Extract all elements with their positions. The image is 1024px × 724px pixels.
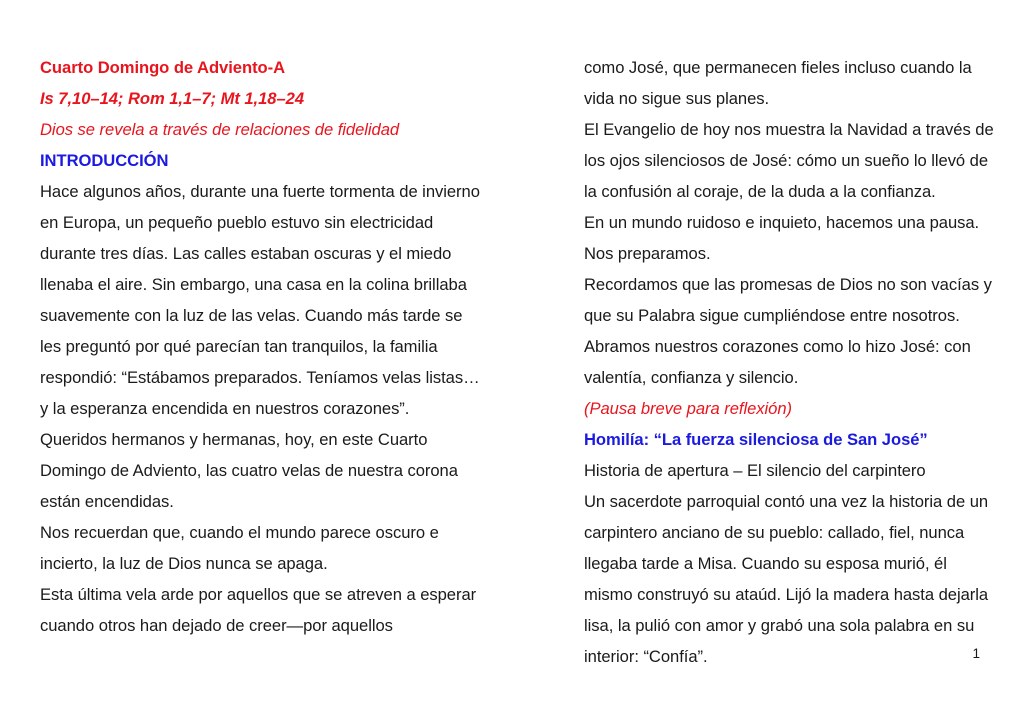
paragraph: En un mundo ruidoso e inquieto, hacemos una pausa. Nos preparamos. (584, 213, 984, 263)
scripture-reference: Is 7,10–14; Rom 1,1–7; Mt 1,18–24 (40, 89, 305, 108)
right-column (492, 52, 1024, 672)
section-heading-introduccion: INTRODUCCIÓN (40, 151, 169, 170)
paragraph: Abramos nuestros corazones como lo hizo José: con valentía, confianza y silencio. (584, 337, 976, 387)
pause-note: (Pausa breve para reflexión) (584, 399, 792, 418)
paragraph: Queridos hermanos y hermanas, hoy, en este Cuarto Domingo de Adviento, las cuatro velas de nuestra corona están encendidas. (40, 430, 463, 511)
two-column-layout (0, 52, 1024, 672)
left-column (0, 52, 492, 641)
paragraph: Esta última vela arde por aquellos que se atreven a esperar cuando otros han dejado de creer—por aquellos (40, 585, 481, 635)
page-number: 1 (972, 646, 980, 661)
document-subtitle: Dios se revela a través de relaciones de fidelidad (40, 120, 400, 139)
document-title: Cuarto Domingo de Adviento-A (40, 58, 286, 77)
paragraph: Hace algunos años, durante una fuerte tormenta de invierno en Europa, un pequeño pueblo estuvo sin electricidad durante tres días. Las calles estaban oscuras y el miedo llenaba el aire. Sin embargo, una casa en la colina brillaba suavemente con la luz de las velas. Cuando más tarde se les preguntó por qué parecían tan tranquilos, la familia respondió: “Estábamos preparados. Teníamos velas listas… y la esperanza encendida en nuestros corazones”. (40, 182, 485, 418)
homily-heading: Homilía: “La fuerza silenciosa de San José” (584, 430, 928, 449)
paragraph: Un sacerdote parroquial contó una vez la historia de un carpintero anciano de su pueblo: callado, fiel, nunca llegaba tarde a Misa. Cuando su esposa murió, él mismo construyó su ataúd. Lijó la madera hasta dejarla lisa, la pulió con amor y grabó una sola palabra en su interior: “Confía”. (584, 492, 993, 666)
paragraph: como José, que permanecen fieles incluso cuando la vida no sigue sus planes. (584, 58, 977, 108)
paragraph: Nos recuerdan que, cuando el mundo parece oscuro e incierto, la luz de Dios nunca se apaga. (40, 523, 444, 573)
paragraph: Recordamos que las promesas de Dios no son vacías y que su Palabra sigue cumpliéndose entre nosotros. (584, 275, 997, 325)
story-subheading: Historia de apertura – El silencio del carpintero (584, 461, 926, 480)
paragraph: El Evangelio de hoy nos muestra la Navidad a través de los ojos silenciosos de José: cómo un sueño lo llevó de la confusión al coraje, de la duda a la confianza. (584, 120, 999, 201)
